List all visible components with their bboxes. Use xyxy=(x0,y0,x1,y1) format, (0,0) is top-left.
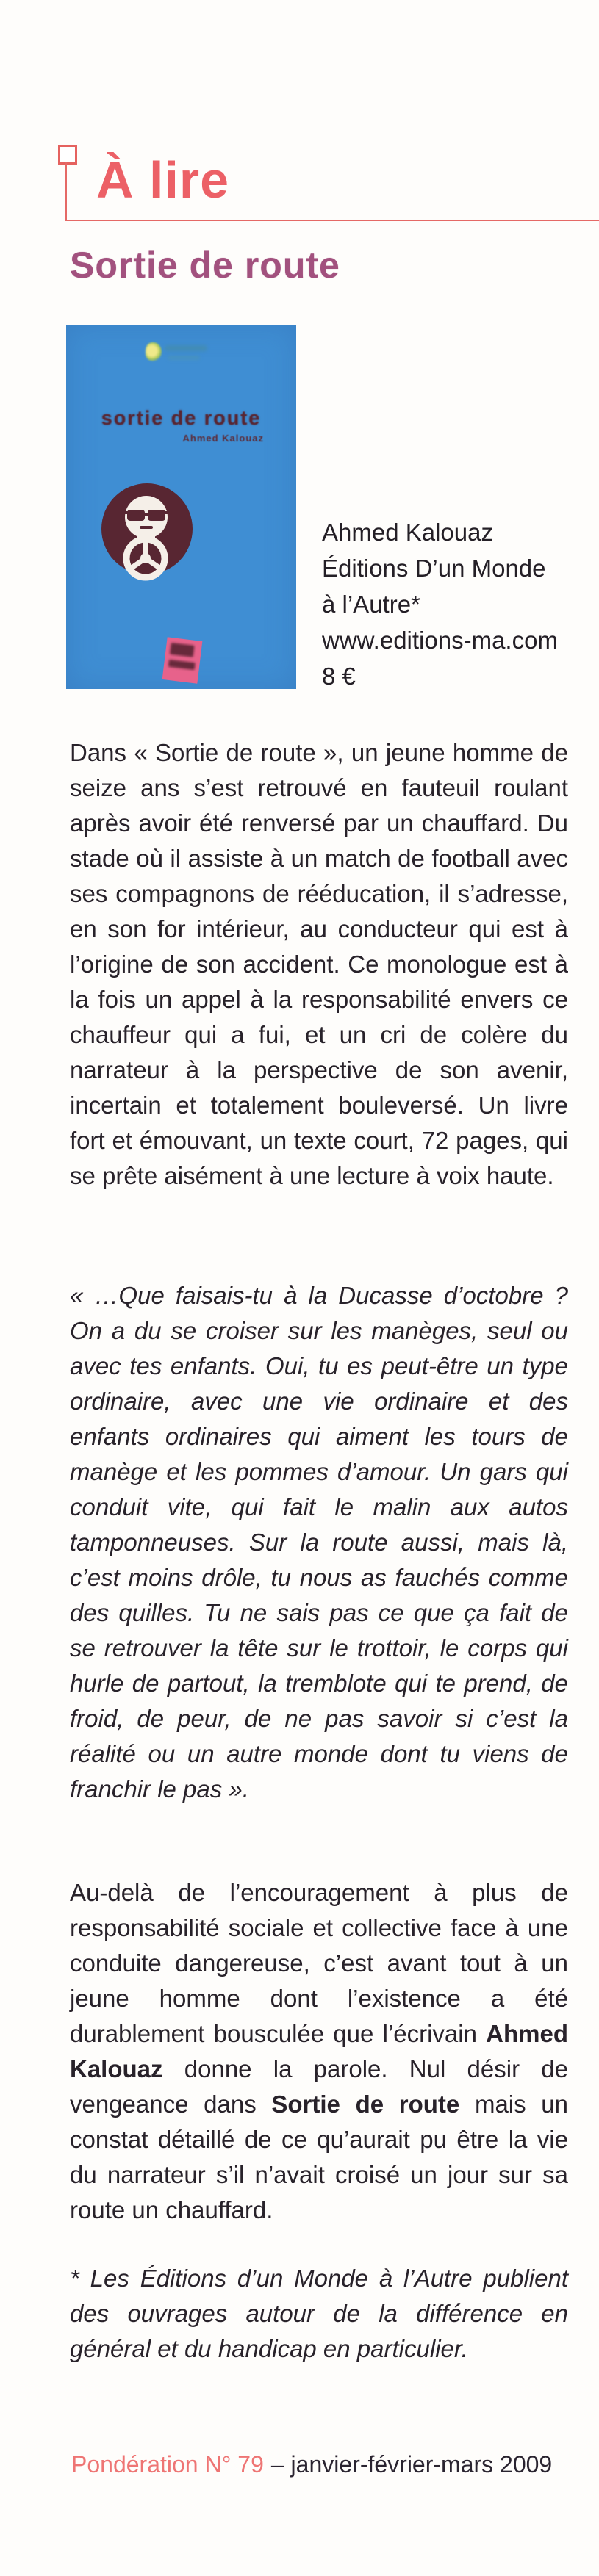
footnote: * Les Éditions d’un Monde à l’Autre publient des ouvrages autour de la différence en général et du handicap en particulier. xyxy=(70,2265,568,2362)
info-website: www.editions-ma.com xyxy=(322,627,558,654)
paragraph-analysis xyxy=(70,1875,568,2228)
info-publisher-line1: Éditions D’un Monde xyxy=(322,555,546,582)
footer-magazine-title: Pondération N° 79 xyxy=(71,2451,264,2478)
publisher-logo-icon xyxy=(146,339,219,366)
header-square-ornament xyxy=(58,145,77,165)
price-sticker xyxy=(162,637,203,683)
paragraph-intro: Dans « Sortie de route », un jeune homme de seize ans s’est retrouvé en fauteuil roulant après avoir été renversé par un chauffard. Du stade où il assiste à un match de football avec ses compagnons de rééducation, il s’adresse, en son for intérieur, au conducteur qui est à l’origine de son accident. Ce monologue est à la fois un appel à la responsabilité envers ce chauffeur qui a fui, et un cri de colère du narrateur à la perspective de son avenir, incertain et totalement bouleversé. Un livre fort et émouvant, un texte court, 72 pages, qui se prête aisément à une lecture à voix haute. xyxy=(70,739,568,1189)
info-author: Ahmed Kalouaz xyxy=(322,519,493,546)
header-rule-horizontal xyxy=(65,220,599,221)
info-price: 8 € xyxy=(322,663,356,690)
analysis-part3: mais un constat détaillé de ce qu’aurait pu être la vie du narrateur s’il n’avait croisé un jour sur sa route un chauffard. xyxy=(70,2090,569,2223)
book-info xyxy=(322,514,587,694)
cover-author: Ahmed Kalouaz xyxy=(182,433,264,444)
article-title: Sortie de route xyxy=(70,245,340,286)
author-name-bold: Ahmed Kalouaz xyxy=(70,2020,568,2082)
page-footer xyxy=(71,2450,552,2478)
book-cover-image xyxy=(66,325,296,689)
butterfly-icon xyxy=(146,342,162,361)
section-label: À lire xyxy=(96,151,230,209)
analysis-part2: donne la parole. Nul désir de vengeance dans xyxy=(70,2055,568,2118)
driver-illustration xyxy=(99,480,202,591)
header-rule-vertical xyxy=(65,162,67,220)
paragraph-quote: « …Que faisais-tu à la Ducasse d’octobre ? On a du se croiser sur les manèges, seul ou avec tes enfants. Oui, tu es peut-être un type ordinaire, avec une vie ordinaire et des enfants ordinaires qui aiment les tours de manège et les pommes d’amour. Un gars qui conduit vite, qui fait le malin aux autos tamponneuses. Sur la route aussi, mais là, c’est moins drôle, tu nous as fauchés comme des quilles. Tu ne sais pas ce que ça fait de se retrouver la tête sur le trottoir, le corps qui hurle de partout, la tremblote qui te prend, de froid, de peur, de ne pas savoir si c’est la réalité ou un autre monde dont tu viens de franchir le pas ». xyxy=(70,1282,568,1803)
info-publisher-line2: à l’Autre* xyxy=(322,591,420,618)
footer-issue-date: – janvier-février-mars 2009 xyxy=(270,2451,553,2478)
book-title-bold: Sortie de route xyxy=(271,2090,460,2118)
cover-title: sortie de route xyxy=(101,407,262,429)
analysis-part1: Au-delà de l’encouragement à plus de responsabilité sociale et collective face à une conduite dangereuse, c’est avant tout à un jeune homme dont l’existence a été durablement bousculée que l’écrivain xyxy=(70,1879,568,2047)
